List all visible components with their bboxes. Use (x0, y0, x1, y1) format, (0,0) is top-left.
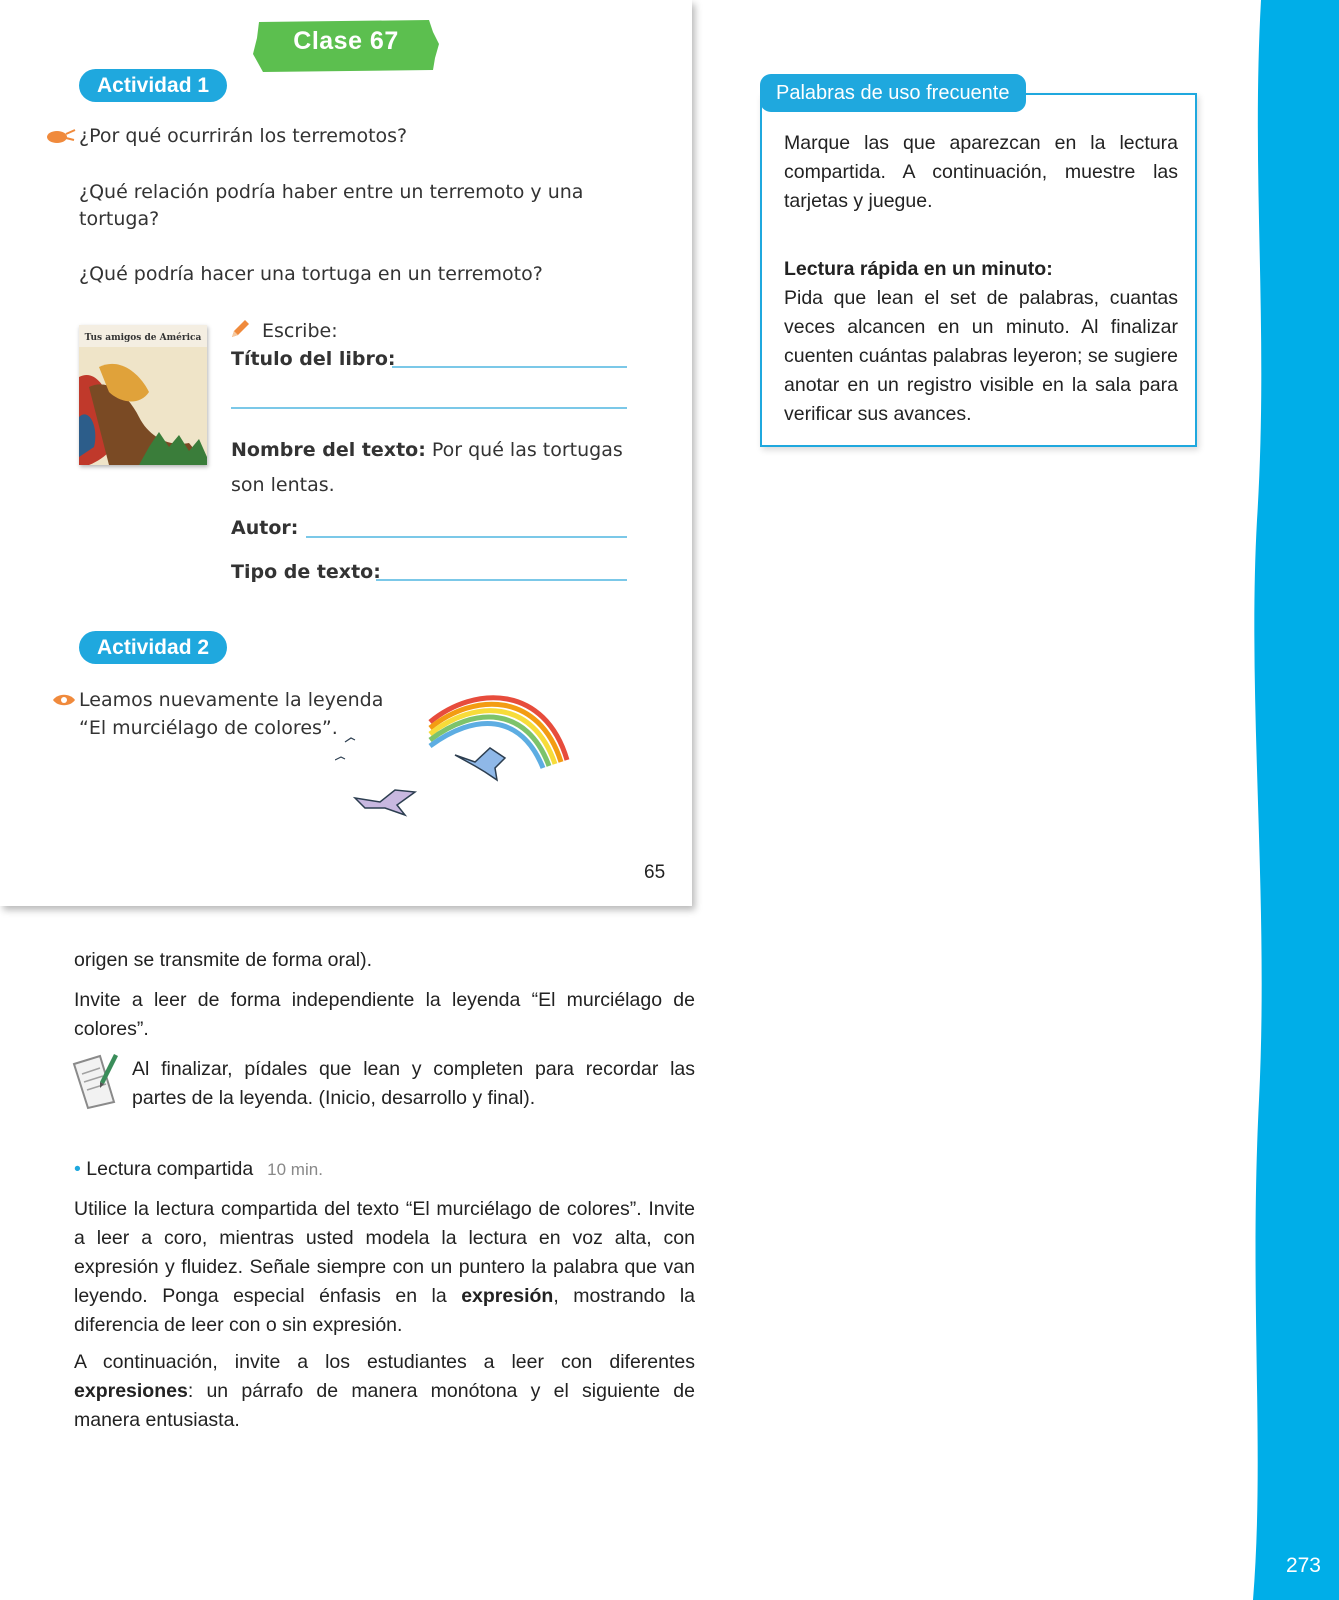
notebook-pencil-icon (70, 1050, 120, 1110)
student-page-image (0, 0, 692, 906)
eye-icon (52, 692, 76, 708)
frequent-words-tab: Palabras de uso frecuente (760, 74, 1026, 112)
book-title-label: Título del libro: (231, 348, 396, 370)
class-banner (251, 18, 441, 74)
question-3: ¿Qué podría hacer una tortuga en un terremoto? (79, 263, 543, 285)
activity2-label: Actividad 2 (79, 631, 227, 664)
frequent-words-instructions: Marque las que aparezcan en la lectura compartida. A continuación, muestre las tarjetas y juegue. (784, 132, 1178, 212)
student-page-number: 65 (644, 862, 666, 883)
paragraph-4 (74, 1195, 695, 1340)
class-title: Clase 67 (293, 27, 399, 55)
paragraph-2: Invite a leer de forma independiente la leyenda “El murciélago de colores”. (74, 989, 695, 1040)
frequent-words-box (760, 93, 1197, 447)
author-blank (306, 536, 627, 538)
text-type-blank (376, 579, 627, 581)
question-1: ¿Por qué ocurrirán los terremotos? (79, 125, 408, 147)
pencil-icon (229, 318, 251, 340)
paragraph-5 (74, 1348, 695, 1435)
book-cover-image (79, 325, 207, 465)
paragraph-5-b: : un párrafo de manera monótona y el siguiente de manera entusiasta. (74, 1380, 695, 1431)
rainbow-birds-illustration (335, 680, 585, 830)
activity2-line2: “El murciélago de colores”. (79, 717, 338, 739)
text-name-value-2: son lentas. (231, 474, 335, 496)
book-title-blank-2 (231, 407, 627, 409)
question-2-line2: tortuga? (79, 208, 160, 230)
book-cover-title: Tus amigos de América (84, 333, 202, 343)
quick-reading-text: Pida que lean el set de palabras, cuantas veces alcancen en un minuto. Al finalizar cuenten cuántas palabras leyeron; se sugiere anotar en un registro visible en la sala para verificar sus avances. (784, 287, 1178, 425)
author-label: Autor: (231, 517, 299, 539)
text-type-label: Tipo de texto: (231, 561, 381, 583)
section-minutes: 10 min. (267, 1160, 323, 1179)
text-name-value: Por qué las tortugas (431, 439, 623, 461)
side-band (1239, 0, 1339, 1600)
section-title: Lectura compartida (86, 1158, 254, 1180)
activity1-label: Actividad 1 (79, 69, 227, 102)
activity2-line1: Leamos nuevamente la leyenda (79, 689, 384, 711)
paragraph-5-bold: expresiones (74, 1380, 188, 1402)
bullet-icon: • (74, 1158, 81, 1180)
paragraph-1: origen se transmite de forma oral). (74, 949, 373, 971)
section-heading (74, 1155, 695, 1184)
paragraph-3: Al finalizar, pídales que lean y completen para recordar las partes de la leyenda. (Inicio, desarrollo y final). (132, 1058, 695, 1109)
write-label: Escribe: (262, 320, 338, 342)
text-name-line (231, 439, 623, 461)
speech-icon (46, 128, 76, 144)
page-number: 273 (1285, 1554, 1321, 1577)
quick-reading-title: Lectura rápida en un minuto: (784, 258, 1053, 280)
paragraph-4-b: , mostrando la diferencia de leer con o sin expresión. (74, 1285, 695, 1336)
paragraph-4-a: Utilice la lectura compartida del texto “El murciélago de colores”. Invite a leer a coro, mientras usted modela la lectura en voz alta, con expresión y fluidez. Señale siempre con un puntero la palabra que van leyendo. Ponga especial énfasis en la (74, 1198, 695, 1307)
paragraph-4-bold: expresión (461, 1285, 554, 1307)
text-name-label: Nombre del texto: (231, 439, 426, 461)
paragraph-5-a: A continuación, invite a los estudiantes a leer con diferentes (74, 1351, 695, 1373)
question-2-line1: ¿Qué relación podría haber entre un terremoto y una (79, 181, 584, 203)
book-title-blank (392, 366, 627, 368)
